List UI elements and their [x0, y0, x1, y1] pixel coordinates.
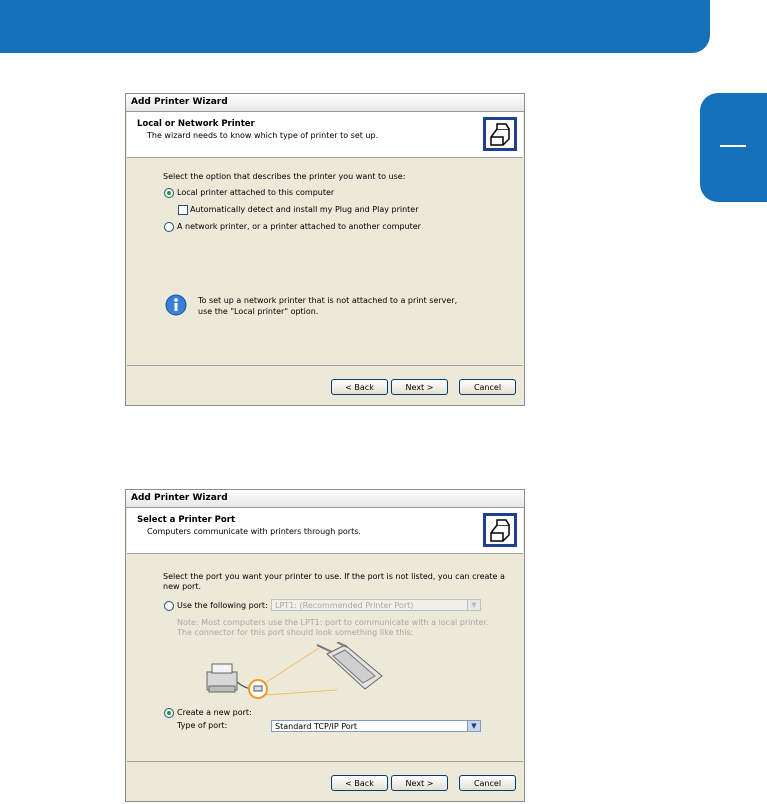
create-new-port-radio[interactable]: [164, 708, 174, 718]
use-following-port-radio[interactable]: [164, 601, 174, 611]
cancel-button[interactable]: Cancel: [459, 775, 516, 791]
header-subtitle: The wizard needs to know which type of printer to set up.: [147, 131, 379, 140]
db25-connector-illustration: [317, 642, 382, 689]
chevron-down-icon: ▼: [467, 721, 480, 731]
info-text-line2: use the "Local printer" option.: [198, 307, 319, 316]
note-line1: Note: Most computers use the LPT1: port to communicate with a local printer.: [177, 618, 489, 627]
port-select-value: LPT1: (Recommended Printer Port): [275, 601, 414, 610]
network-printer-radio[interactable]: [164, 222, 174, 232]
header-title: Select a Printer Port: [137, 515, 236, 525]
cancel-button[interactable]: Cancel: [459, 379, 516, 395]
network-printer-label[interactable]: A network printer, or a printer attached to another computer: [177, 222, 421, 231]
next-button[interactable]: Next >: [391, 775, 448, 791]
top-banner: [0, 0, 710, 53]
header-title: Local or Network Printer: [137, 119, 255, 129]
footer-divider: [127, 365, 523, 366]
prompt-text: Select the option that describes the printer you want to use:: [163, 172, 406, 181]
section-tab-dash: [720, 145, 746, 147]
lpt-connector-illustration: [187, 642, 387, 704]
note-line2: The connector for this port should look something like this:: [177, 628, 414, 637]
header-subtitle: Computers communicate with printers through ports.: [147, 527, 361, 536]
wizard-content: [127, 158, 523, 365]
local-printer-radio[interactable]: [164, 188, 174, 198]
back-button[interactable]: < Back: [331, 379, 388, 395]
wizard-header: [127, 112, 523, 158]
use-following-port-label[interactable]: Use the following port:: [177, 601, 268, 610]
autodetect-checkbox[interactable]: [178, 205, 188, 215]
autodetect-label[interactable]: Automatically detect and install my Plug and Play printer: [190, 205, 419, 214]
dialog-title: Add Printer Wizard: [126, 490, 524, 508]
type-of-port-value: Standard TCP/IP Port: [275, 722, 358, 731]
type-of-port-select[interactable]: [271, 720, 481, 732]
info-icon: [165, 294, 187, 316]
info-text-line1: To set up a network printer that is not attached to a print server,: [198, 296, 458, 305]
wizard-header: [127, 508, 523, 554]
add-printer-wizard-dialog-printer-port: [125, 489, 525, 802]
create-new-port-label[interactable]: Create a new port:: [177, 708, 252, 717]
printer-icon: [483, 513, 517, 547]
dialog-title: Add Printer Wizard: [126, 94, 524, 112]
footer-divider: [127, 761, 523, 762]
wizard-content: [127, 554, 523, 761]
back-button[interactable]: < Back: [331, 775, 388, 791]
port-select[interactable]: [271, 599, 481, 611]
printer-illustration: [207, 664, 237, 692]
printer-icon: [483, 117, 517, 151]
section-tab: [700, 93, 767, 202]
add-printer-wizard-dialog-local-network: [125, 93, 525, 406]
local-printer-label[interactable]: Local printer attached to this computer: [177, 188, 335, 197]
prompt-text-line1: Select the port you want your printer to use. If the port is not listed, you can create a: [163, 572, 505, 581]
prompt-text-line2: new port.: [163, 582, 202, 591]
type-of-port-label: Type of port:: [177, 721, 228, 730]
next-button[interactable]: Next >: [391, 379, 448, 395]
chevron-down-icon: ▼: [467, 600, 480, 610]
